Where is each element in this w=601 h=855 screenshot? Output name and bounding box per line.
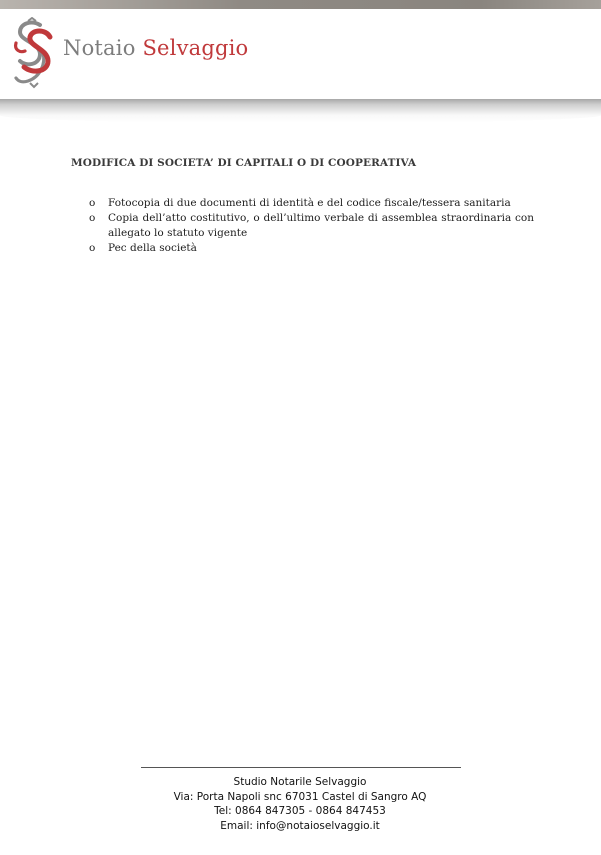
brand-name-first: Notaio <box>63 36 136 60</box>
ss-monogram-icon <box>10 17 56 89</box>
bullet-icon: o <box>89 212 96 224</box>
footer-address: Via: Porta Napoli snc 67031 Castel di Sangro AQ <box>173 790 427 803</box>
brand-name-second: Selvaggio <box>142 36 249 60</box>
footer-divider <box>141 767 461 768</box>
document-title: MODIFICA DI SOCIETA’ DI CAPITALI O DI COOPERATIVA <box>71 157 417 169</box>
bullet-icon: o <box>89 242 96 254</box>
list-item-text: Pec della società <box>108 242 197 254</box>
top-band <box>0 0 601 9</box>
requirements-list <box>89 196 534 256</box>
brand-name <box>63 36 248 60</box>
list-item <box>89 196 534 211</box>
list-item-text: Copia dell’atto costitutivo, o dell’ultimo verbale di assemblea straordinaria con allegato lo statuto vigente <box>108 212 534 239</box>
bullet-icon: o <box>89 197 96 209</box>
list-item-text: Fotocopia di due documenti di identità e del codice fiscale/tessera sanitaria <box>108 197 511 209</box>
list-item <box>89 241 534 256</box>
footer <box>100 775 500 833</box>
header-shadow <box>0 97 601 123</box>
list-item <box>89 211 534 241</box>
footer-studio: Studio Notarile Selvaggio <box>233 776 367 788</box>
footer-email: Email: info@notaioselvaggio.it <box>220 819 380 832</box>
footer-phone: Tel: 0864 847305 - 0864 847453 <box>214 805 386 817</box>
